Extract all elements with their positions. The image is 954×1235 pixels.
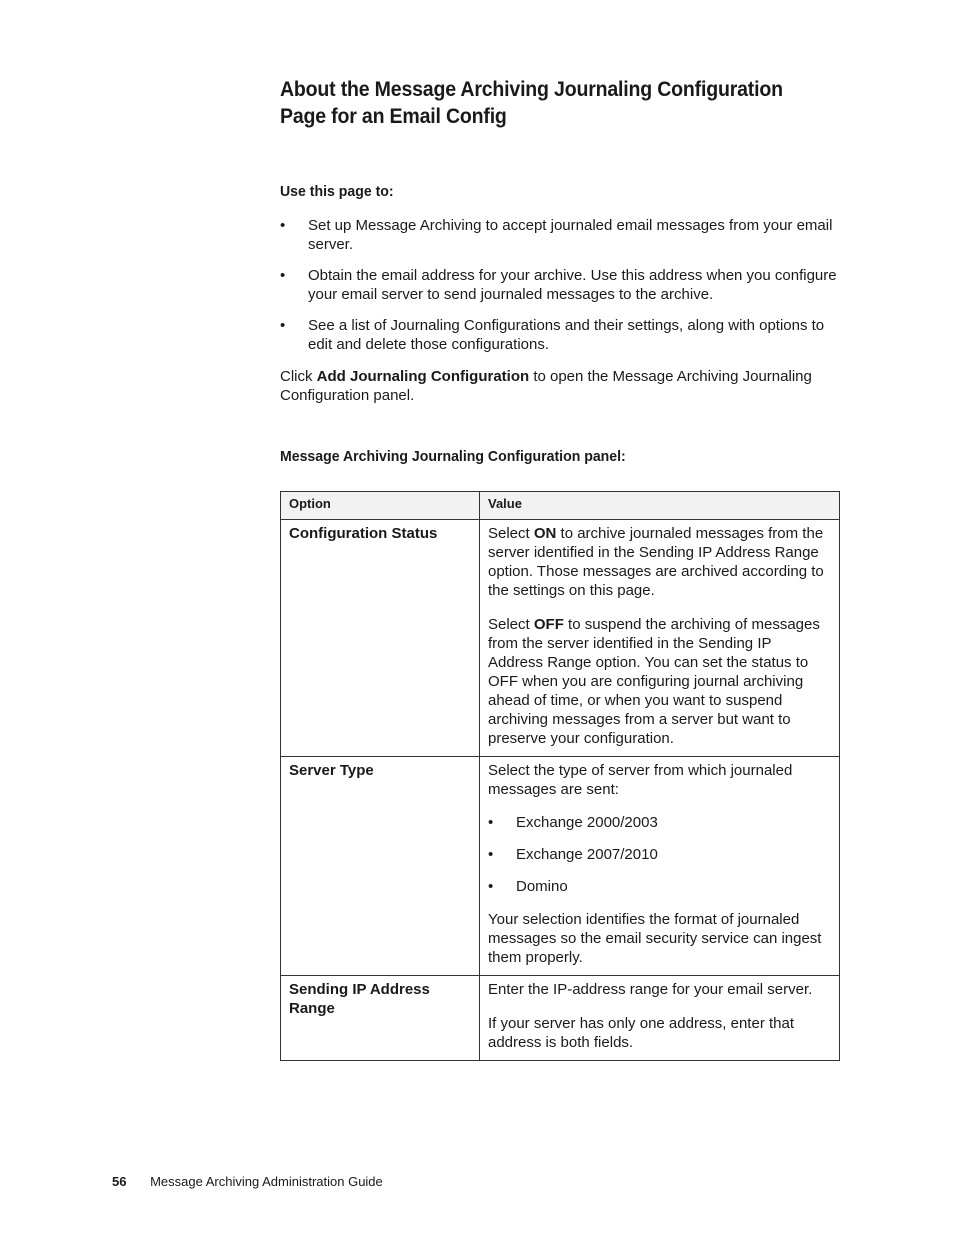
option-configuration-status: Configuration Status [281, 520, 480, 757]
add-journaling-configuration-label: Add Journaling Configuration [316, 368, 530, 385]
value-configuration-status [480, 520, 840, 757]
page-content [280, 76, 840, 466]
bullet-marker: • [280, 317, 286, 334]
table-row [281, 520, 840, 757]
status-off-post: to suspend the archiving of messages from the server identified in the Sending IP Address Range option. You can set the status to OFF when you are configuring journal archiving ahead of time, or when you want to suspend archiving messages from a server but want to preserve your configuration. [488, 616, 820, 747]
intro-bullet-list [280, 216, 840, 354]
click-pre-text: Click [280, 368, 317, 385]
status-off-pre: Select [488, 616, 534, 633]
column-header-value: Value [480, 492, 840, 520]
status-on-pre: Select [488, 525, 534, 542]
server-type-list [488, 813, 829, 896]
list-item [488, 813, 829, 832]
bullet-marker: • [280, 217, 286, 234]
heading-line-2: Page for an Email Config [280, 105, 507, 128]
heading-line-1: About the Message Archiving Journaling Configuration [280, 78, 783, 101]
list-item [280, 266, 840, 304]
list-item [280, 216, 840, 254]
server-type-domino: Domino [516, 878, 568, 895]
status-off-keyword: OFF [533, 616, 564, 633]
server-type-outro: Your selection identifies the format of journaled messages so the email security service can ingest them properly. [488, 911, 822, 966]
option-server-type: Server Type [281, 757, 480, 976]
table-row [281, 757, 840, 976]
status-on-paragraph [488, 524, 829, 600]
value-server-type [480, 757, 840, 976]
page-number: 56 [112, 1174, 127, 1189]
list-item [488, 845, 829, 864]
page-heading [280, 76, 840, 134]
table-header-row [281, 492, 840, 520]
panel-title: Message Archiving Journaling Configuration panel: [280, 448, 626, 465]
list-item [488, 877, 829, 896]
bullet-text: Set up Message Archiving to accept journaled email messages from your email server. [308, 217, 833, 253]
bullet-text: Obtain the email address for your archive. Use this address when you configure your email server to send journaled messages to the archive. [308, 267, 837, 303]
bullet-text: See a list of Journaling Configurations and their settings, along with options to edit and delete those configurations. [308, 317, 825, 353]
server-type-exchange-2000: Exchange 2000/2003 [516, 814, 658, 831]
guide-title: Message Archiving Administration Guide [150, 1174, 383, 1189]
server-type-exchange-2007: Exchange 2007/2010 [516, 846, 658, 863]
server-type-intro: Select the type of server from which journaled messages are sent: [488, 762, 793, 798]
value-sending-ip-range [480, 976, 840, 1061]
options-table [280, 491, 840, 1061]
intro-title: Use this page to: [280, 183, 394, 200]
ip-range-paragraph-1: Enter the IP-address range for your email server. [488, 981, 813, 998]
bullet-marker: • [488, 814, 494, 831]
status-off-paragraph [488, 615, 829, 748]
bullet-marker: • [280, 267, 286, 284]
ip-range-paragraph-2: If your server has only one address, enter that address is both fields. [488, 1015, 794, 1051]
click-post-text: to open the Message Archiving Journaling Configuration panel. [280, 368, 812, 404]
list-item [280, 316, 840, 354]
column-header-option: Option [281, 492, 480, 520]
bullet-marker: • [488, 846, 494, 863]
click-instruction [280, 367, 840, 405]
table-row [281, 976, 840, 1061]
option-sending-ip-range: Sending IP Address Range [281, 976, 480, 1061]
bullet-marker: • [488, 878, 494, 895]
page-footer [112, 1174, 383, 1189]
status-on-keyword: ON [533, 525, 557, 542]
status-on-post: to archive journaled messages from the server identified in the Sending IP Address Range option. Those messages are archived according to the settings on this page. [488, 525, 824, 599]
